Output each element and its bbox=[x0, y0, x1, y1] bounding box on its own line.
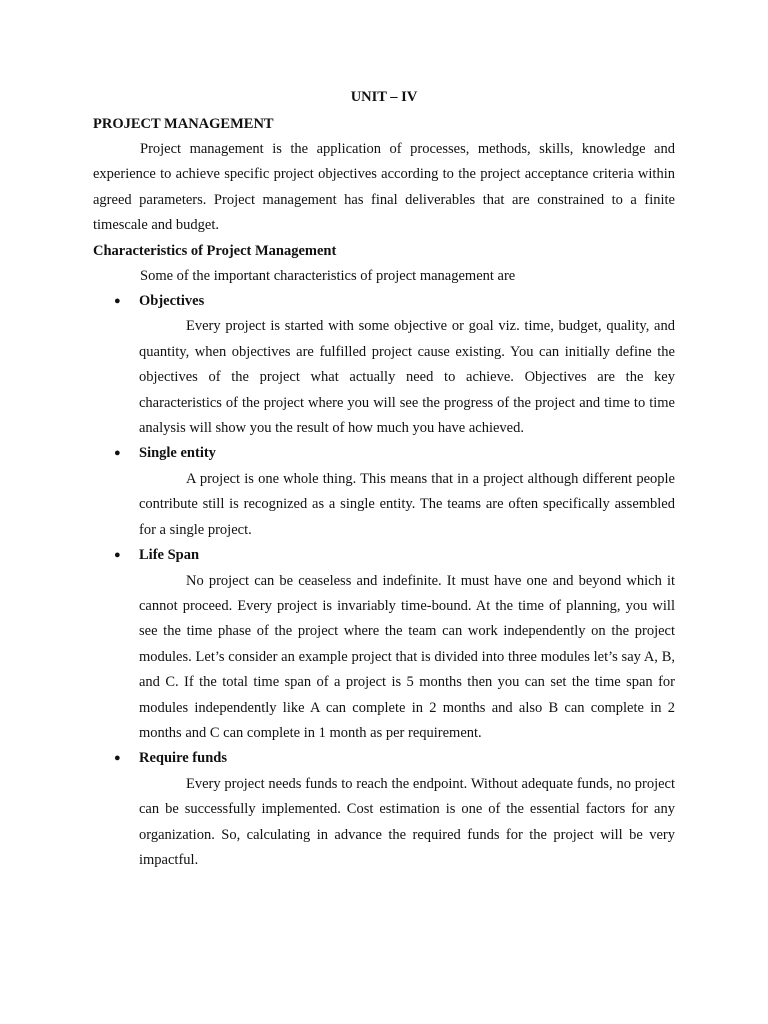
document-page bbox=[93, 86, 675, 873]
bullet-text: No project can be ceaseless and indefinite. It must have one and beyond which it cannot proceed. Every project is invariably time-bound. At the time of planning, you will see the time phase of the project where the team can work independently on the project modules. Let’s consider an example project that is divided into three modules let’s say A, B, and C. If the total time span of a project is 5 months then you can set the time span for modules independently like A can complete in 2 months and also B can complete in 2 months and C can complete in 1 month as per requirement. bbox=[139, 572, 675, 741]
bullet-title bbox=[114, 543, 675, 568]
bullet-icon: ● bbox=[114, 752, 121, 765]
bullet-text: A project is one whole thing. This means that in a project although different people contribute still is recognized as a single entity. The teams are often specifically assembled for a single project. bbox=[139, 470, 675, 538]
bullet-icon: ● bbox=[114, 447, 121, 460]
bullet-title-label: Single entity bbox=[139, 445, 216, 462]
characteristics-intro: Some of the important characteristics of project management are bbox=[140, 267, 516, 284]
characteristics-heading: Characteristics of Project Management bbox=[93, 242, 337, 259]
bullet-title bbox=[114, 746, 675, 771]
list-item-require-funds bbox=[93, 746, 675, 873]
bullet-title-label: Life Span bbox=[139, 547, 200, 564]
bullet-text: Every project needs funds to reach the endpoint. Without adequate funds, no project can be successfully implemented. Cost estimation is one of the essential factors for any organization. So, calculating in advance the required funds for the project will be very impactful. bbox=[139, 775, 675, 868]
bullet-title bbox=[114, 289, 675, 314]
bullet-title-label: Require funds bbox=[139, 750, 227, 767]
list-item-objectives bbox=[93, 289, 675, 441]
bullet-title-label: Objectives bbox=[139, 293, 205, 310]
bullet-title bbox=[114, 441, 675, 466]
section-title: PROJECT MANAGEMENT bbox=[93, 116, 274, 132]
list-item-life-span bbox=[93, 543, 675, 746]
list-item-single-entity bbox=[93, 441, 675, 543]
bullet-icon: ● bbox=[114, 295, 121, 308]
bullet-text: Every project is started with some objective or goal viz. time, budget, quality, and quantity, when objectives are fulfilled project cause existing. You can initially define the objectives of the project what actually need to achieve. Objectives are the key characteristics of the project where you will see the progress of the project and time to time analysis will show you the result of how much you have achieved. bbox=[139, 318, 675, 437]
unit-title: UNIT – IV bbox=[350, 89, 418, 105]
intro-paragraph: Project management is the application of processes, methods, skills, knowledge and experience to achieve specific project objectives according to the project acceptance criteria within agreed parameters. Project management has final deliverables that are constrained to a finite timescale and budget. bbox=[93, 141, 675, 234]
bullet-icon: ● bbox=[114, 549, 121, 562]
